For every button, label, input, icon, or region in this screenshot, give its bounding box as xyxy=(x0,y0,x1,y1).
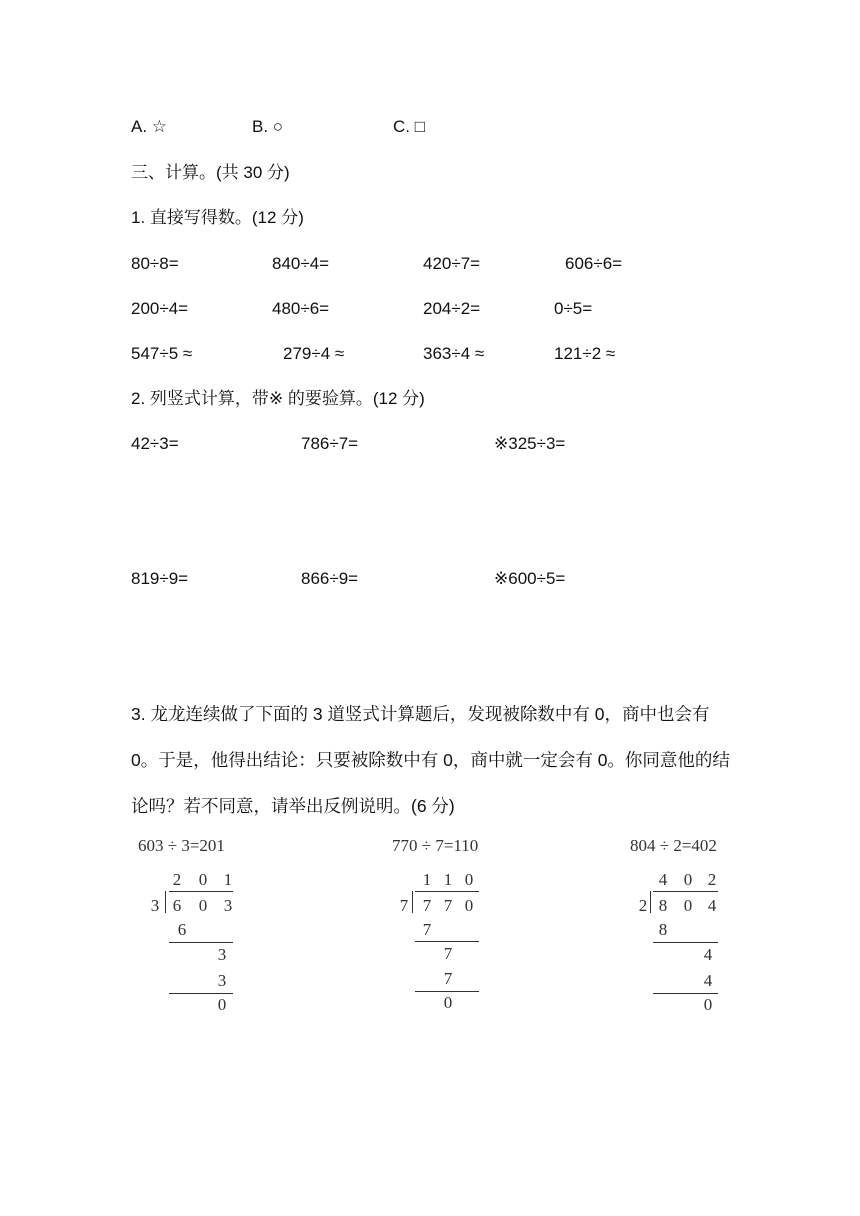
step-value: 7 xyxy=(443,944,453,963)
division-bracket xyxy=(412,891,419,913)
remainder: 0 xyxy=(443,993,453,1012)
remainder: 0 xyxy=(703,995,713,1014)
divisor: 3 xyxy=(150,896,160,915)
q1-item: 0÷5= xyxy=(554,299,593,318)
option-a: A. ☆ xyxy=(131,117,168,136)
step-value: 4 xyxy=(703,945,713,964)
long-division-example xyxy=(396,870,506,1030)
step-line xyxy=(415,991,479,992)
step-value: 3 xyxy=(217,945,227,964)
step-value: 4 xyxy=(703,971,713,990)
q1-item: 80÷8= xyxy=(131,254,179,273)
quotient-digit: 0 xyxy=(683,870,693,889)
q2-item: 819÷9= xyxy=(131,569,189,588)
quotient-digit: 1 xyxy=(223,870,233,889)
step-value: 7 xyxy=(443,969,453,988)
step-line xyxy=(169,993,233,994)
q1-item: 420÷7= xyxy=(423,254,481,273)
dividend-digit: 0 xyxy=(198,896,208,915)
quotient-digit: 2 xyxy=(707,870,717,889)
q2-title: 2. 列竖式计算，带※ 的要验算。(12 分) xyxy=(131,389,425,408)
q1-item: 480÷6= xyxy=(272,299,330,318)
quotient-digit: 4 xyxy=(658,870,668,889)
division-bar xyxy=(415,891,479,892)
q1-item: 279÷4 ≈ xyxy=(283,344,345,363)
section-title: 三、计算。(共 30 分) xyxy=(131,163,290,182)
q1-title: 1. 直接写得数。(12 分) xyxy=(131,208,304,227)
dividend-digit: 0 xyxy=(464,896,474,915)
q1-item: 840÷4= xyxy=(272,254,330,273)
dividend-digit: 0 xyxy=(683,896,693,915)
quotient-digit: 1 xyxy=(422,870,432,889)
division-bar xyxy=(169,891,233,892)
q1-item: 121÷2 ≈ xyxy=(554,344,616,363)
quotient-digit: 1 xyxy=(443,870,453,889)
remainder: 0 xyxy=(217,995,227,1014)
step-value: 8 xyxy=(658,920,668,939)
long-division-example xyxy=(145,870,255,1030)
example-equation: 804 ÷ 2=402 xyxy=(630,836,717,855)
quotient-digit: 2 xyxy=(172,870,182,889)
step-line xyxy=(415,941,479,942)
quotient-digit: 0 xyxy=(464,870,474,889)
dividend-digit: 6 xyxy=(172,896,182,915)
q1-item: 606÷6= xyxy=(565,254,623,273)
step-line xyxy=(653,942,718,943)
q2-item: 866÷9= xyxy=(301,569,359,588)
q2-item: ※325÷3= xyxy=(494,434,566,453)
step-value: 3 xyxy=(217,971,227,990)
q1-item: 200÷4= xyxy=(131,299,189,318)
example-equation: 770 ÷ 7=110 xyxy=(392,836,479,855)
step-value: 6 xyxy=(177,920,187,939)
long-division-example xyxy=(637,870,747,1030)
q1-item: 547÷5 ≈ xyxy=(131,344,193,363)
q1-item: 363÷4 ≈ xyxy=(423,344,485,363)
dividend-digit: 4 xyxy=(707,896,717,915)
step-line xyxy=(169,942,233,943)
dividend-digit: 8 xyxy=(658,896,668,915)
quotient-digit: 0 xyxy=(198,870,208,889)
step-line xyxy=(653,993,718,994)
division-bar xyxy=(653,891,718,892)
dividend-digit: 7 xyxy=(422,896,432,915)
divisor: 7 xyxy=(399,896,409,915)
option-c: C. □ xyxy=(393,117,425,136)
step-value: 7 xyxy=(422,920,432,939)
dividend-digit: 7 xyxy=(443,896,453,915)
q2-item: ※600÷5= xyxy=(494,569,566,588)
q1-item: 204÷2= xyxy=(423,299,481,318)
q3-text: 3. 龙龙连续做了下面的 3 道竖式计算题后，发现被除数中有 0，商中也会有 0。于是，他得出结论：只要被除数中有 0，商中就一定会有 0。你同意他的结论吗？若不同意，请举出反例说明。(6 分) xyxy=(131,704,730,816)
option-b: B. ○ xyxy=(252,117,284,136)
q2-item: 786÷7= xyxy=(301,434,359,453)
q2-item: 42÷3= xyxy=(131,434,179,453)
dividend-digit: 3 xyxy=(223,896,233,915)
example-equation: 603 ÷ 3=201 xyxy=(138,836,225,855)
divisor: 2 xyxy=(638,896,648,915)
